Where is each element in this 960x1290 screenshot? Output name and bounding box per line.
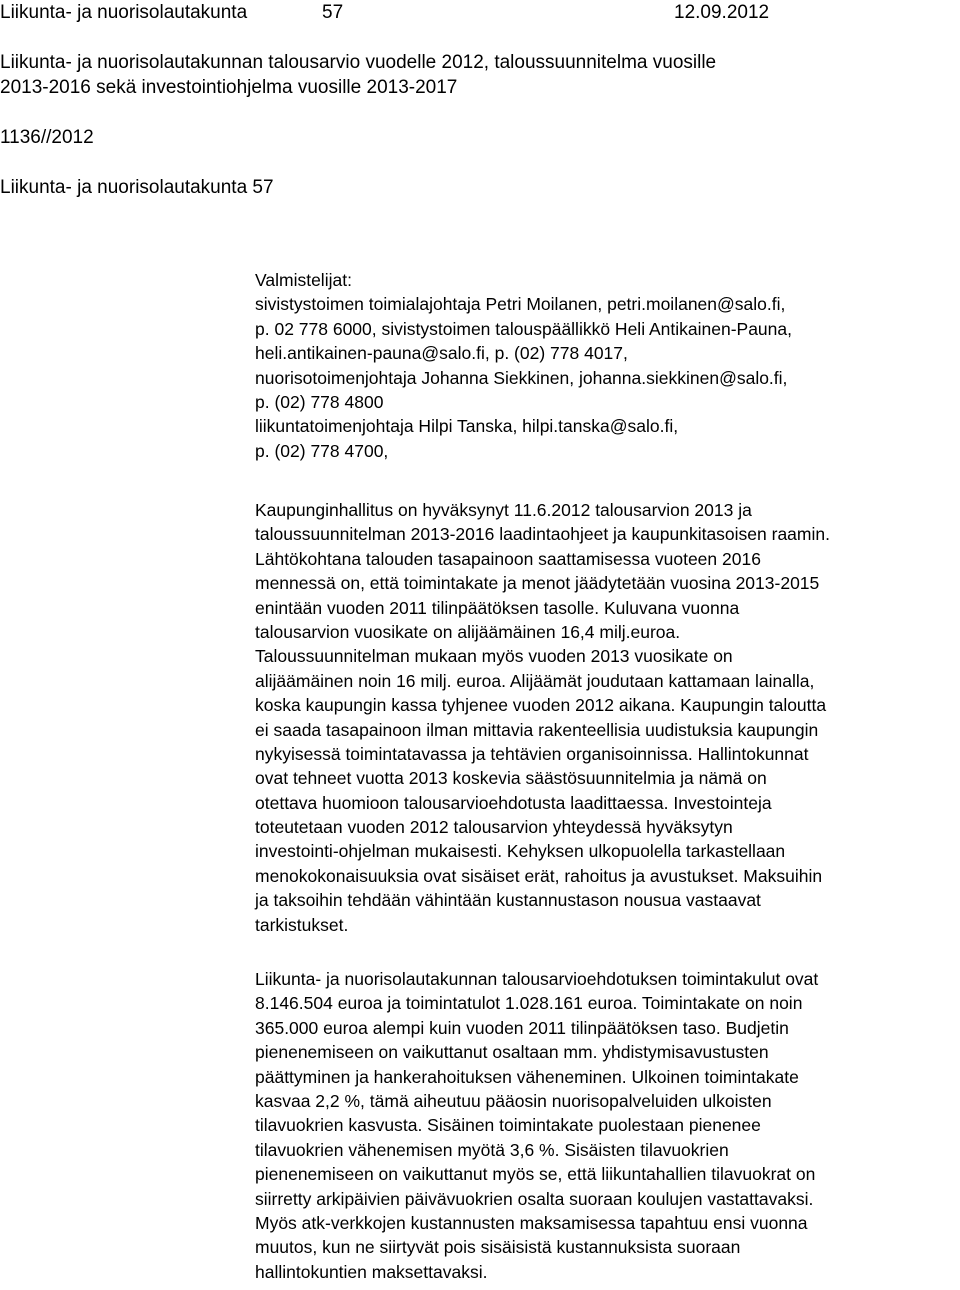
budget-paragraph [255, 967, 955, 1284]
paragraph-line: ja taksoihin tehdään vähintään kustannustason nousua vastaavat [255, 890, 761, 911]
paragraph-line: alijäämäinen noin 16 milj. euroa. Alijäämät joudutaan kattamaan lainalla, [255, 670, 815, 691]
paragraph-line: tilavuokrien vähenemisen myötä 3,6 %. Sisäisten tilavuokrien [255, 1139, 729, 1160]
paragraph-line: talousarvion vuosikate on alijäämäinen 16,4 milj.euroa. [255, 621, 681, 642]
paragraph-line: muutos, kun ne siirtyvät pois sisäisistä kustannuksista suoraan [255, 1237, 741, 1258]
paragraph-line: pienenemiseen on vaikuttanut osaltaan mm. yhdistymisavustusten [255, 1042, 769, 1063]
preparers-line: p. (02) 778 4700, [255, 440, 389, 461]
paragraph-line: tilavuokrien kasvusta. Sisäinen toimintakate puolestaan pienenee [255, 1115, 761, 1136]
paragraph-line: taloussuunnitelman 2013-2016 laadintaohjeet ja kaupunkitasoisen raamin. [255, 524, 830, 545]
preparers-line: p. (02) 778 4800 [255, 391, 384, 412]
approval-paragraph [255, 498, 955, 937]
header-section-number: 57 [322, 2, 344, 23]
paragraph-line: menokokonaisuuksia ovat sisäiset erät, rahoitus ja avustukset. Maksuihin [255, 865, 823, 886]
paragraph-line: mennessä on, että toimintakate ja menot jäädytetään vuosina 2013-2015 [255, 573, 820, 594]
preparers-line: heli.antikainen-pauna@salo.fi, p. (02) 778 4017, [255, 343, 628, 364]
paragraph-line: siirretty arkipäivien päivävuokrien osalta suoraan koulujen vastattavaksi. [255, 1188, 814, 1209]
preparers-line: sivistystoimen toimialajohtaja Petri Moilanen, petri.moilanen@salo.fi, [255, 294, 786, 315]
document-title [0, 50, 940, 100]
paragraph-line: ovat tehneet vuotta 2013 koskevia säästösuunnitelmia ja nämä on [255, 768, 767, 789]
page-header [0, 0, 960, 26]
title-line: Liikunta- ja nuorisolautakunnan talousarvio vuodelle 2012, taloussuunnitelma vuosille [0, 52, 717, 73]
paragraph-line: kasvaa 2,2 %, tämä aiheutuu pääosin nuorisopalveluiden ulkoisten [255, 1090, 772, 1111]
preparers-line: liikuntatoimenjohtaja Hilpi Tanska, hilpi.tanska@salo.fi, [255, 416, 679, 437]
body-section-label: Liikunta- ja nuorisolautakunta 57 [0, 177, 274, 198]
paragraph-line: 365.000 euroa alempi kuin vuoden 2011 tilinpäätöksen taso. Budjetin [255, 1017, 789, 1038]
reference-number: 1136//2012 [0, 127, 94, 148]
paragraph-line: tarkistukset. [255, 914, 349, 935]
paragraph-line: Lähtökohtana talouden tasapainoon saattamisessa vuoteen 2016 [255, 548, 761, 569]
preparers-line: nuorisotoimenjohtaja Johanna Siekkinen, johanna.siekkinen@salo.fi, [255, 367, 788, 388]
paragraph-line: Taloussuunnitelman mukaan myös vuoden 2013 vuosikate on [255, 646, 733, 667]
paragraph-line: Liikunta- ja nuorisolautakunnan talousarvioehdotuksen toimintakulut ovat [255, 969, 819, 989]
paragraph-line: hallintokuntien maksettavaksi. [255, 1261, 488, 1282]
paragraph-line: 8.146.504 euroa ja toimintatulot 1.028.161 euroa. Toimintakate on noin [255, 993, 803, 1014]
paragraph-line: toteutetaan vuoden 2012 talousarvion yhteydessä hyväksytyn [255, 817, 733, 838]
paragraph-line: ei saada tasapainoon ilman mittavia rakenteellisia uudistuksia kaupungin [255, 719, 819, 740]
paragraph-line: pienenemiseen on vaikuttanut myös se, että liikuntahallien tilavuokrat on [255, 1164, 816, 1185]
paragraph-line: enintään vuoden 2011 tilinpäätöksen tasolle. Kuluvana vuonna [255, 597, 740, 618]
paragraph-line: Kaupunginhallitus on hyväksynyt 11.6.2012 talousarvion 2013 ja [255, 500, 752, 520]
paragraph-line: koska kaupungin kassa tyhjenee vuoden 2012 aikana. Kaupungin taloutta [255, 695, 827, 716]
header-body-name: Liikunta- ja nuorisolautakunta [0, 2, 248, 23]
paragraph-line: otettava huomioon talousarvioehdotusta laadittaessa. Investointeja [255, 792, 772, 813]
paragraph-line: investointi-ohjelman mukaisesti. Kehyksen ulkopuolella tarkastellaan [255, 841, 786, 862]
preparers-line: Valmistelijat: [255, 270, 352, 290]
paragraph-line: Myös atk-verkkojen kustannusten maksamisessa tapahtuu ensi vuonna [255, 1212, 808, 1233]
title-line: 2013-2016 sekä investointiohjelma vuosille 2013-2017 [0, 77, 458, 98]
header-date: 12.09.2012 [674, 2, 770, 23]
paragraph-line: päättyminen ja hankerahoituksen väheneminen. Ulkoinen toimintakate [255, 1066, 799, 1087]
preparers-block [255, 268, 955, 463]
paragraph-line: nykyisessä toimintatavassa ja tehtävien organisoinnissa. Hallintokunnat [255, 743, 809, 764]
preparers-line: p. 02 778 6000, sivistystoimen talouspäällikkö Heli Antikainen-Pauna, [255, 318, 792, 339]
